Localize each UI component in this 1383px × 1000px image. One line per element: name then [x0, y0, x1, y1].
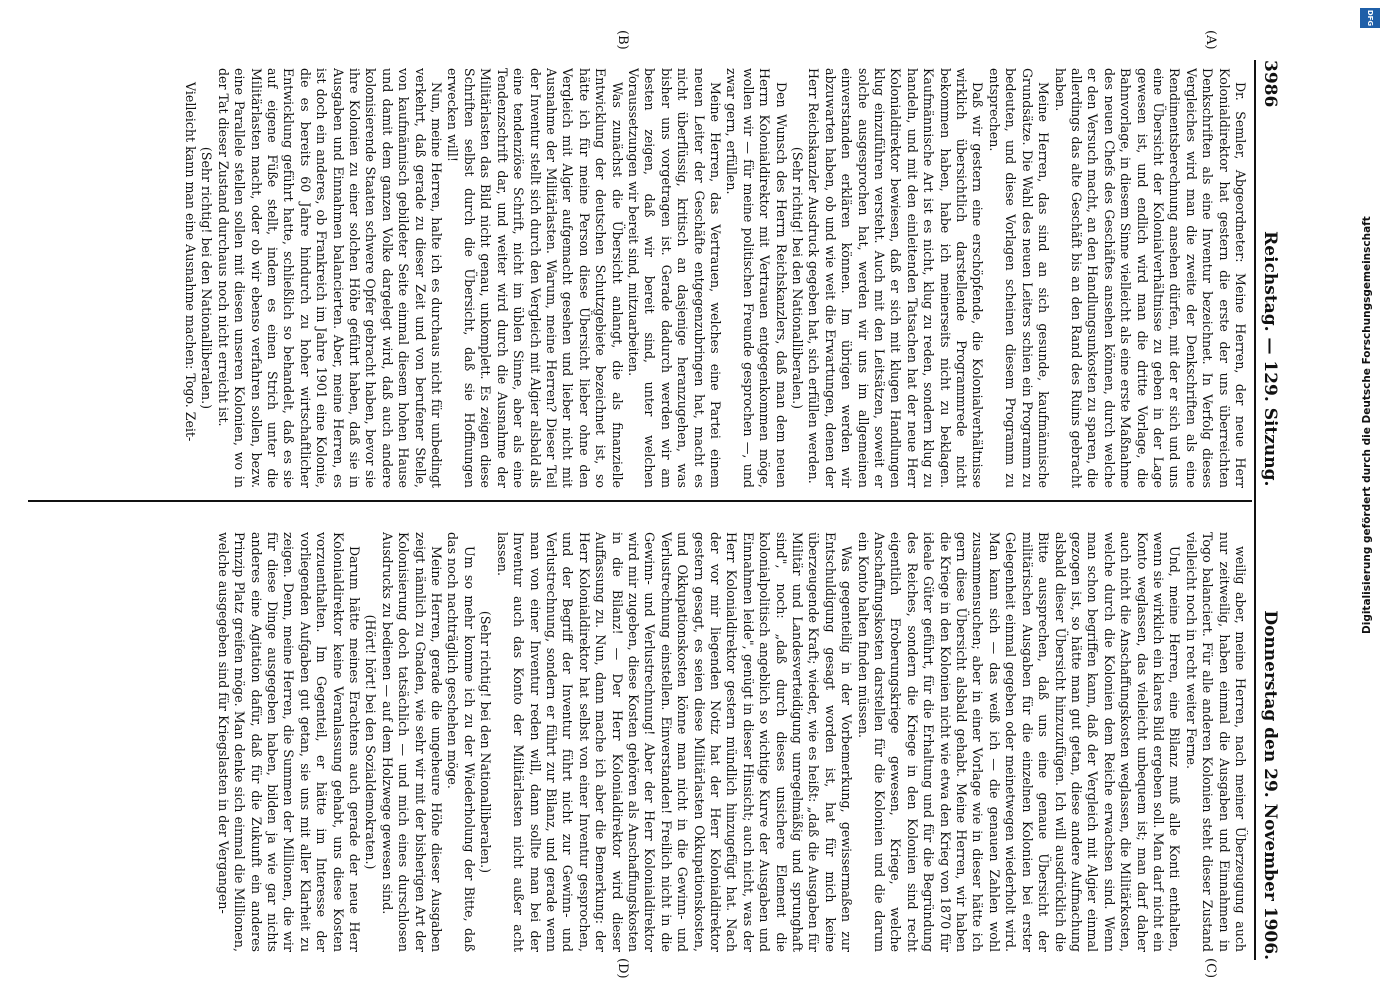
paragraph: Den Wunsch des Herrn Reichskanzlers, daß man dem neuen Herrn Kolonialdirektor mit Vertrauen entgegenkommen möge, wollen wir — für meine politischen Freunde gesprochen —, und zwar gern, erfüllen.	[724, 68, 789, 488]
interjection: (Sehr richtig! bei den Nationalliberalen.)	[199, 146, 215, 410]
paragraph: Um so mehr komme ich zu der Wiederholung der Bitte, daß das noch nachträglich geschehen möge.	[445, 532, 477, 952]
left-column	[20, 68, 1248, 488]
paragraph: Was zunächst die Übersicht anlangt, die als finanzielle Entwicklung der deutschen Schutzgebiete bezeichnet ist, so hätte ich für meine Person diese Übersicht lieber ohne den Vergleich mit Algier aufgemacht gesehen und lieber nicht mit Ausnahme der Militärlasten. Warum, meine Herren? Dieser Teil der Inventur stellt sich durch den Vergleich mit Algier alsbald als eine tendenziöse Schrift, nicht im üblen Sinne, aber als eine Tendenzschrift dar, und weiter wird durch die Ausnahme der Militärlasten das Bild nicht genau, unkomplett. Es zeigen diese Schriften selbst durch die Übersicht, daß sie Hoffnungen erwecken will!	[445, 68, 625, 488]
margin-marker-c: (C)	[1203, 958, 1218, 979]
paragraph: Meine Herren, das Vertrauen, welches eine Partei einem neuen Leiter der Geschäfte entgegenzubringen hat, macht es nicht überflüssig, kritisch an dasjenige heranzugehen, was bisher uns vorgetragen ist. Gerade dadurch werden wir am besten zeigen, daß wir bereit sind, unter welchen Voraussetzungen wir bereit sind, mitzuarbeiten.	[625, 68, 723, 488]
right-column	[20, 532, 1248, 952]
interjection: (Hört! hört! bei den Sozialdemokraten.)	[363, 614, 379, 870]
paragraph: Vielleicht kann man eine Ausnahme machen: Togo. Zeit-	[183, 82, 198, 442]
margin-marker-a: (A)	[1203, 30, 1218, 50]
paragraph: Meine Herren, gerade die ungeheure Höhe dieser Ausgaben zeigt nämlich zu Gnaden, wie sehr wir mit der bisherigen Art der Kolonisierung doch tatsächlich — und mich eines durschlosen Ausdrucks zu bedienen — auf dem Holzwege gewesen sind.	[379, 532, 445, 952]
interjection: (Sehr richtig! bei den Nationalliberalen.)	[790, 146, 806, 410]
page-header	[1254, 60, 1292, 960]
paragraph: Daß wir gestern eine erschöpfende, die Kolonialverhältnisse wirklich übersichtlich darstellende Programmrede nicht bekommen haben, habe ich meinerseits nicht zu beklagen. Kaufmännische Art ist es nicht, klug zu reden, sondern klug zu handeln, und mit den einleitenden Tatsachen hat der neue Herr Kolonialdirektor bewiesen, daß er sich mit klugen Handlungen klug einzuführen versteht. Auch mit den Leitsätzen, soweit er solche ausgesprochen hat, werden wir uns im allgemeinen einverstanden erklären können. Im übrigen werden wir abzuwarten haben, ob und wie weit die Erwartungen, denen der Herr Reichskanzler Ausdruck gegeben hat, sich erfüllen werden.	[806, 68, 986, 488]
paragraph: Was gegenteilig in der Vorbemerkung, gewissermaßen zur Entschuldigung gesagt worden ist, hat für mich keine überzeugende Kraft; wieder, wie es heißt: „daß die Ausgaben für Militär und Landesverteidigung unregelmäßig und sprunghaft sind", noch: „daß durch dieses unsichere Element die kolonialpolitisch angeblich so wichtige Kurve der Ausgaben und Einnahmen leide", genügt in dieser Hinsicht; auch nicht, was der Herr Kolonialdirektor gestern mündlich hinzugefügt hat. Nach der vor mir liegenden Notiz hat der Herr Kolonialdirektor gestern gesagt, es seien diese Militärlasten Okkupationskosten, und Okkupationskosten könne man nicht in die Gewinn- und Verlustrechnung einstellen. Einverstanden! Freilich nicht in die Gewinn- und Verlustrechnung! Aber der Herr Kolonialdirektor wird mir zugeben, diese Kosten gehören als Anschaffungskosten in die Bilanz! — Der Herr Kolonialdirektor wird dieser Auffassung zu. Nun, dann mache ich aber die Bemerkung: der Herr Kolonialdirektor hat selbst von einer Inventur gesprochen, und der Begriff der Inventur führt nicht zur Gewinn- und Verlustrechnung, sondern er führt zur Bilanz, und gerade wenn man von einer Inventur reden will, dann sollte man bei der Inventur auch das Konto der Militärlasten nicht außer acht lassen.	[494, 532, 855, 952]
column-divider	[28, 500, 1252, 502]
session-date: Donnerstag den 29. November 1906.	[1260, 610, 1280, 960]
margin-marker-b: (B)	[615, 30, 630, 50]
dfg-logo: DFG	[1360, 8, 1380, 28]
interjection: (Sehr richtig! bei den Nationalliberalen.)	[478, 610, 494, 874]
page-number: 3986	[1260, 60, 1280, 108]
digitization-credit: Digitalisierung gefördert durch die Deutsche Forschungsgemeinschaft	[1361, 216, 1373, 634]
paragraph: Meine Herren, das sind an sich gesunde, kaufmännische Grundsätze. Die Wahl des neuen Leiters schien ein Programm zu bedeuten, und diese Vorlagen scheinen diesem Programm zu entsprechen.	[986, 68, 1052, 488]
paragraph: Darum hätte meines Erachtens auch gerade der neue Herr Kolonialdirektor keine Veranlassung gehabt, uns diese Kosten vorzuenthalten. Im Gegenteil, er hätte im Interesse der vorliegenden Aufgaben gut getan, sie uns mit aller Klarheit zu zeigen. Denn, meine Herren, die Summen der Millionen, die wir für diese Dinge ausgegeben haben, bilden ja wie gar nichts anderes eine Agitation dafür, daß für die Zukunft ein anderes Prinzip Platz greifen möge. Man denke sich einmal die Millionen, welche ausgegeben sind für Kriegslasten in der Vergangen-	[215, 532, 363, 952]
paragraph: Nun, meine Herren, halte ich es durchaus nicht für unbedingt verkehrt, daß gerade zu dieser Zeit und von berufener Stelle, von kaufmännisch gebildeter Seite einmal diesem hohen Hause und damit dem ganzen Volke dargelegt wird, daß auch andere kolonisierende Staaten schwere Opfer gebracht haben, bevor sie ihre Kolonien zu einer solchen Höhe geführt haben, daß sie in Ausgaben und Einnahmen balancierten. Aber, meine Herren, es ist doch ein anderes, ob Frankreich im Jahre 1901 eine Kolonie, die es bereits 60 Jahre hindurch zu hoher wirtschaftlicher Entwicklung geführt hatte, schließlich so behandelt, daß es sie auf eigene Füße stellt, indem es einen Strich unter die Militärlasten macht, oder ob wir ebenso verfahren sollen, bezw. eine Parallele stellen sollen mit diesen unseren Kolonien, wo in der Tat dieser Zustand durchaus noch nicht erreicht ist.	[215, 68, 445, 488]
paragraph: weilig aber, meine Herren, nach meiner Überzeugung auch nur zeitweilig, haben einmal die Ausgaben und Einnahmen in Togo balanciert. Für alle anderen Kolonien steht dieser Zustand vielleicht noch in recht weiter Ferne.	[1183, 532, 1248, 952]
session-title: Reichstag. — 129. Sitzung.	[1260, 231, 1280, 487]
paragraph: Dr. Semler, Abgeordneter: Meine Herren, der neue Herr Kolonialdirektor hat gestern die erste der uns überreichten Denkschriften als eine Inventur bezeichnet. In Verfolg dieses Vergleiches wird man die zweite der Denkschriften als eine Rendimentsberechnung ansehen dürfen, mit der er sich und uns eine Übersicht der Kolonialverhältnisse zu geben in der Lage gewesen ist, und endlich wird man die dritte Vorlage, die Bahnvorlage, in diesem Sinne vielleicht als eine erste Maßnahme des neuen Chefs des Geschäftes ansehen können, durch welche er den Versuch macht, an den Handlungsunkosten zu sparen, die allerdings das alte Geschäft bis an den Rand des Ruins gebracht haben.	[1052, 68, 1248, 488]
digitization-sidebar	[1357, 0, 1383, 1000]
paragraph: Und, meine Herren, eine Bilanz muß alle Konti enthalten, wenn sie wirklich ein klares Bild ergeben soll. Man darf nicht ein Konto weglassen, das vielleicht unbequem ist; man darf daher auch nicht die Anschaffungskosten weglassen, die Militärkosten, welche durch die Kolonien dem Reiche erwachsen sind. Wenn man schon begriffen kann, daß der Vergleich mit Algier einmal gezogen ist, so hätte man gut getan, diese andere Aufmachung alsbald dieser Übersicht hinzuzufügen. Ich will ausdrücklich die Bitte aussprechen, daß uns eine genaue Übersicht der militärischen Ausgaben für die einzelnen Kolonien bei erster Gelegenheit einmal gegeben oder meinetwegen wiederholt wird. Man kann sich — das weiß ich — die genauen Zahlen wohl zusammensuchen; aber in einer Vorlage wie in dieser hätte ich gern diese Übersicht alsbald gehabt. Meine Herren, wir haben die Kriege in den Kolonien nicht wie etwa den Krieg von 1870 für ideale Güter geführt, für die Erhaltung und für die Begründung des Reiches, sondern die Kriege in den Kolonien sind recht eigentlich Eroberungskriege gewesen, Kriege, welche Anschaffungskosten darstellen für die Kolonien und die darum ein Konto halten finden müssen.	[855, 532, 1183, 952]
margin-marker-d: (D)	[615, 958, 630, 979]
